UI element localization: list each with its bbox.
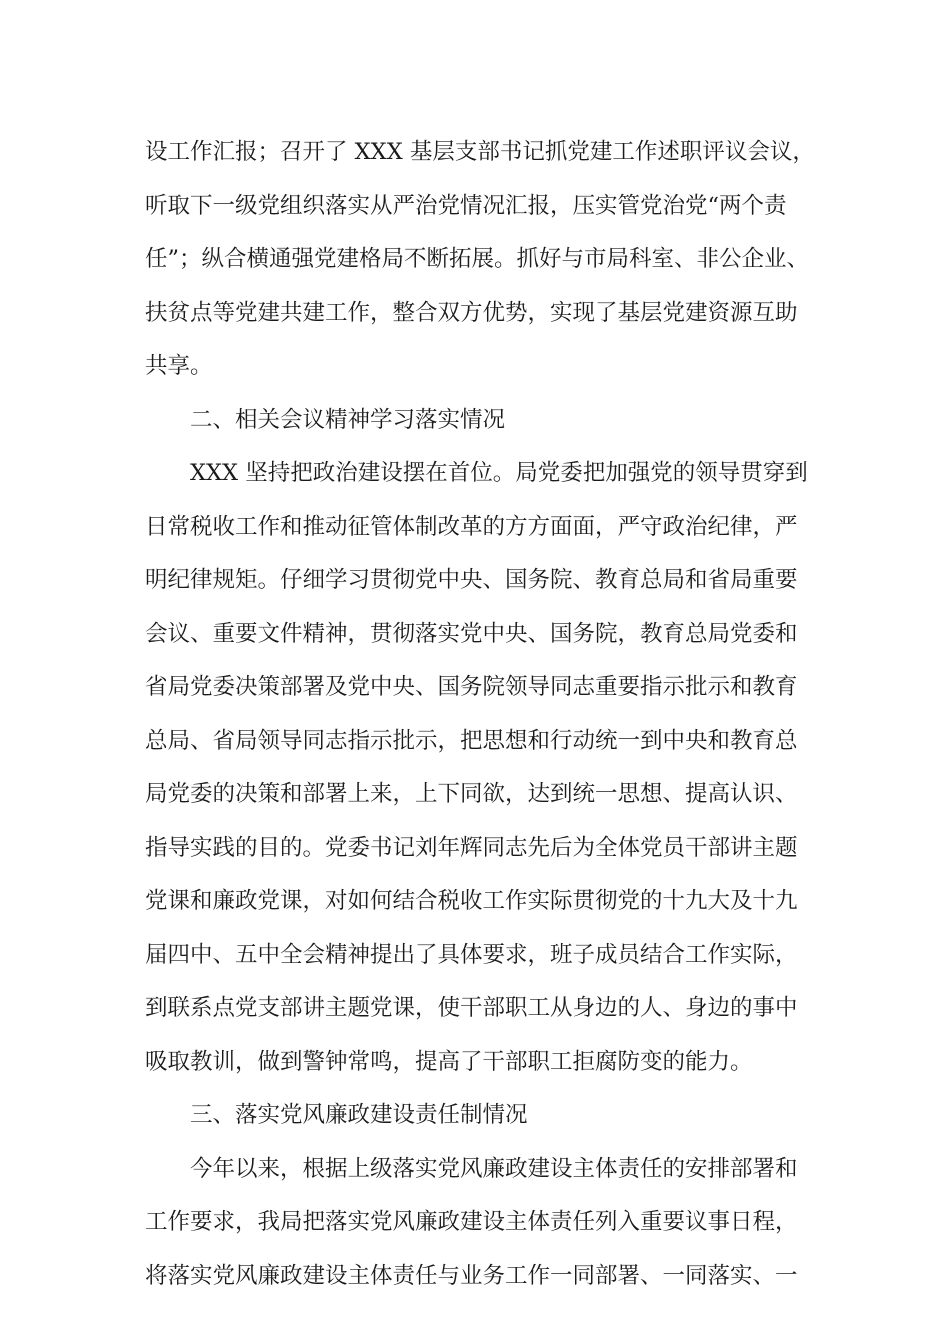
text-line: 省局党委决策部署及党中央、国务院领导同志重要指示批示和教育 [145, 674, 798, 700]
text-line: 共享。 [145, 353, 213, 379]
text-line: 指导实践的目的。党委书记刘年辉同志先后为全体党员干部讲主题 [145, 834, 798, 861]
text-line: 任”；纵合横通强党建格局不断拓展。抓好与市局科室、非公企业、 [145, 246, 810, 272]
paragraph-first-line: XXX 坚持把政治建设摆在首位。局党委把加强党的领导贯穿到 [190, 460, 808, 486]
text-line: 吸取教训，做到警钟常鸣，提高了干部职工拒腐防变的能力。 [145, 1048, 753, 1075]
text-line: 会议、重要文件精神，贯彻落实党中央、国务院，教育总局党委和 [145, 620, 798, 647]
section-heading: 二、相关会议精神学习落实情况 [190, 406, 506, 433]
section-heading: 三、落实党风廉政建设责任制情况 [190, 1102, 528, 1128]
text-line: 日常税收工作和推动征管体制改革的方方面面，严守政治纪律，严 [145, 513, 798, 540]
text-line: 到联系点党支部讲主题党课，使干部职工从身边的人、身边的事中 [145, 995, 798, 1021]
document-body [145, 126, 825, 1303]
text-line: 明纪律规矩。仔细学习贯彻党中央、国务院、教育总局和省局重要 [145, 567, 798, 593]
text-line: 局党委的决策和部署上来，上下同欲，达到统一思想、提高认识、 [145, 781, 798, 807]
text-line: 党课和廉政党课，对如何结合税收工作实际贯彻党的十九大及十九 [145, 888, 798, 914]
text-line: 届四中、五中全会精神提出了具体要求，班子成员结合工作实际， [145, 941, 798, 968]
paragraph-first-line: 今年以来，根据上级落实党风廉政建设主体责任的安排部署和 [190, 1155, 798, 1182]
text-line: 将落实党风廉政建设主体责任与业务工作一同部署、一同落实、一 [145, 1262, 798, 1289]
text-line: 扶贫点等党建共建工作，整合双方优势，实现了基层党建资源互助 [145, 299, 798, 326]
text-line: 总局、省局领导同志指示批示，把思想和行动统一到中央和教育总 [145, 727, 798, 754]
text-line: 设工作汇报；召开了 XXX 基层支部书记抓党建工作述职评议会议， [145, 139, 815, 165]
text-line: 听取下一级党组织落实从严治党情况汇报，压实管党治党“两个责 [145, 192, 787, 219]
text-line: 工作要求，我局把落实党风廉政建设主体责任列入重要议事日程， [145, 1209, 798, 1235]
